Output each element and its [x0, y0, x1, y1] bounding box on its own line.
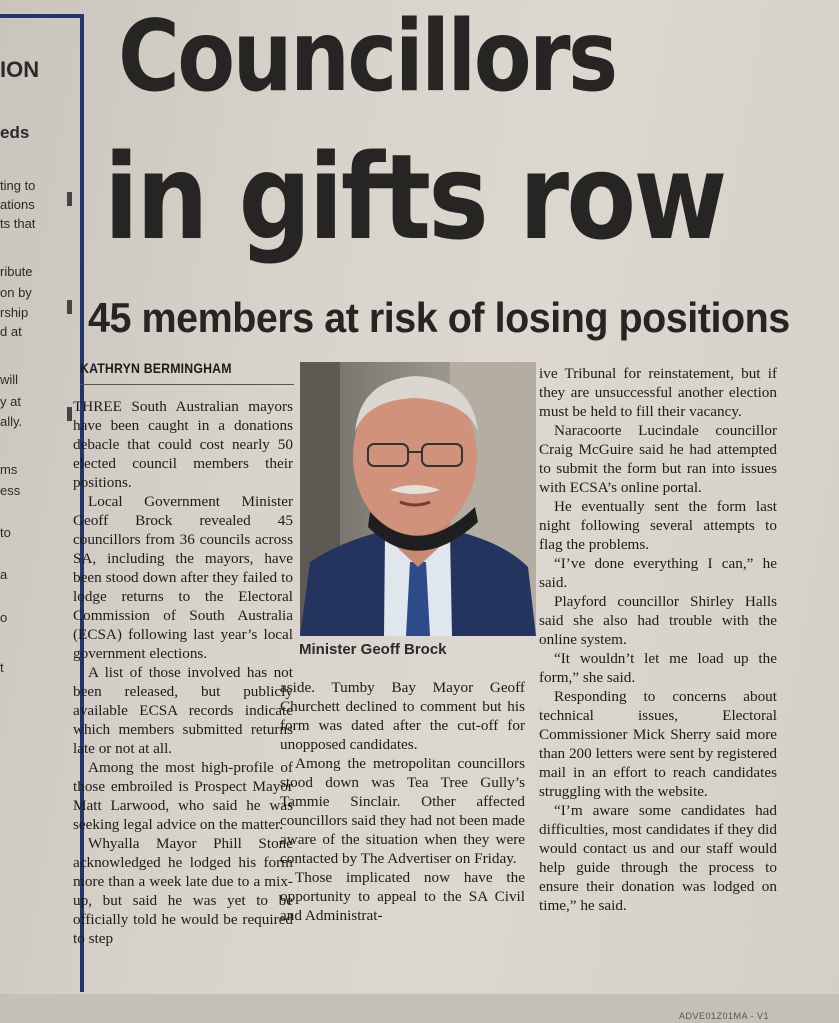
paragraph: Responding to concerns about technical issues, Electoral Commissioner Mick Sherry said more than 200 letters were sent by registered mail in an effort to reach candidates struggling with the website. — [539, 688, 777, 800]
adjacent-column-border — [0, 14, 84, 992]
paragraph: He eventually sent the form last night following several attempts to flag the problems. — [539, 498, 777, 553]
adjacent-fragment: ations — [0, 197, 35, 212]
column-marker — [67, 300, 72, 314]
adjacent-fragment: ribute — [0, 264, 33, 279]
byline: KATHRYN BERMINGHAM — [80, 360, 232, 376]
headline-line-2: in gifts row — [104, 128, 725, 266]
adjacent-fragment: ess — [0, 483, 21, 498]
paragraph: “I’ve done everything I can,” he said. — [539, 555, 777, 591]
paragraph: “It wouldn’t let me load up the form,” she said. — [539, 650, 777, 686]
photo-caption: Minister Geoff Brock — [299, 641, 447, 658]
paragraph: Whyalla Mayor Phill Stone acknowledged he lodged his form more than a week late due to a mix-up, but said he was yet to be officially told he would be required to step — [73, 835, 293, 947]
paragraph: “I’m aware some candidates had difficulties, most candidates if they did would contact us and our staff would help guide through the process to ensure their donation was lodged on time,” he said. — [539, 802, 777, 914]
adjacent-fragment: a — [0, 567, 8, 582]
adjacent-heading: ION — [0, 57, 40, 82]
paragraph: Naracoorte Lucindale councillor Craig McGuire said he had attempted to submit the form but ran into issues with ECSA’s online portal. — [539, 422, 777, 496]
paragraph: Among the metropolitan councillors stood down was Tea Tree Gully’s Tammie Sinclair. Other affected councillors said they had not been made aware of the situation when they were contacted by The Advertiser on Friday. — [280, 755, 525, 867]
adjacent-fragment: ms — [0, 462, 18, 477]
paragraph: Playford councillor Shirley Halls said she also had trouble with the online system. — [539, 593, 777, 648]
folio-code: ADVE01Z01MA - V1 — [678, 1011, 769, 1021]
adjacent-fragment: ts that — [0, 216, 36, 231]
paragraph: Among the most high-profile of those embroiled is Prospect Mayor Matt Larwood, who said he was seeking legal advice on the matter. — [73, 759, 293, 833]
adjacent-fragment: t — [0, 660, 4, 675]
adjacent-fragment: on by — [0, 285, 32, 300]
adjacent-fragment: will — [0, 372, 19, 387]
adjacent-fragment: rship — [0, 305, 29, 320]
byline-rule — [80, 384, 294, 385]
paragraph: aside. Tumby Bay Mayor Geoff Churchett declined to comment but his form was dated after the cut-off for unopposed candidates. — [280, 679, 525, 753]
paragraph: ive Tribunal for reinstatement, but if they are unsuccessful another election must be held to fill their vacancy. — [539, 365, 777, 420]
adjacent-fragment: d at — [0, 324, 22, 339]
article-column-2 — [280, 678, 525, 925]
column-marker — [67, 407, 72, 421]
adjacent-subheading: eds — [0, 123, 30, 142]
portrait-illustration — [300, 362, 536, 636]
column-marker — [67, 192, 72, 206]
adjacent-fragment: y at — [0, 394, 21, 409]
article-column-3 — [539, 364, 777, 915]
minister-photo — [300, 362, 536, 636]
adjacent-fragment: ally. — [0, 414, 23, 429]
adjacent-fragment: ting to — [0, 178, 36, 193]
headline-line-1: Councillors — [118, 0, 616, 114]
paragraph: A list of those involved has not been released, but publicly available ECSA records indicate which members submitted returns late or not at all. — [73, 664, 293, 757]
subheadline: 45 members at risk of losing positions — [88, 294, 790, 341]
article-column-1 — [73, 397, 293, 948]
adjacent-fragment: o — [0, 610, 8, 625]
adjacent-fragment: to — [0, 525, 11, 540]
paragraph: Those implicated now have the opportunity to appeal to the SA Civil and Administrat- — [280, 869, 525, 924]
paragraph: Local Government Minister Geoff Brock revealed 45 councillors from 36 councils across SA, including the mayors, have been stood down after they failed to lodge returns to the Electoral Commission of South Australia (ECSA) following last year’s local government elections. — [73, 493, 293, 662]
paragraph: THREE South Australian mayors have been caught in a donations debacle that could cost nearly 50 elected council members their positions. — [73, 398, 293, 491]
